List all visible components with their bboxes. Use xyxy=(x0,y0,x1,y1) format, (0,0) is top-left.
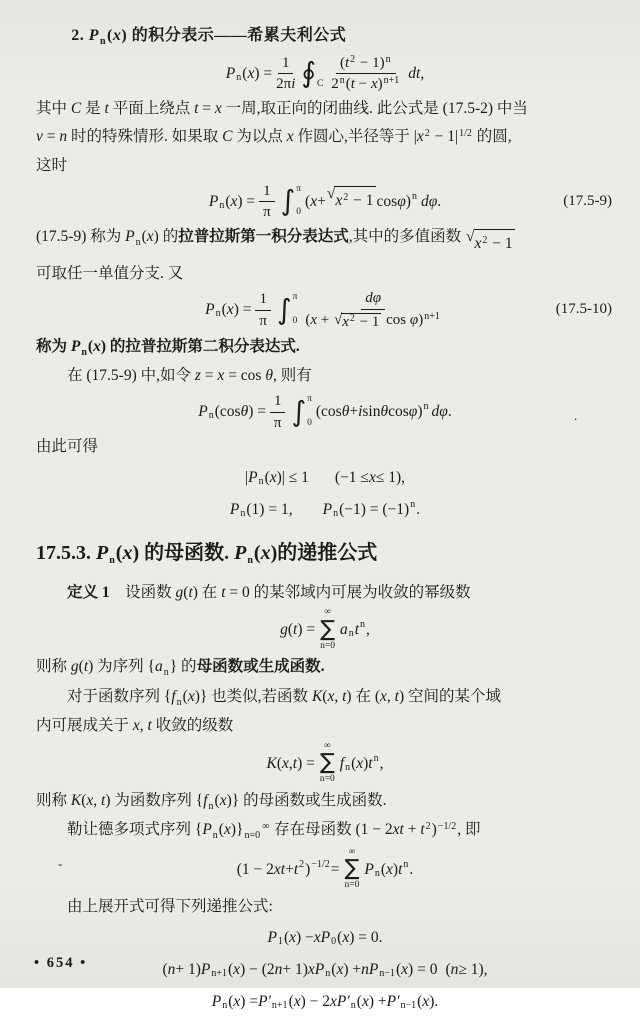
paragraph: 内可展成关于 x, t 收敛的级数 xyxy=(36,717,234,735)
subscript: n xyxy=(208,409,214,421)
superscript: −1/2 xyxy=(311,858,330,870)
superscript: 2 xyxy=(424,127,430,139)
subscript: n xyxy=(236,71,242,83)
subscript: n xyxy=(163,667,169,679)
subscript: n=0 xyxy=(244,830,261,842)
superscript: n xyxy=(403,858,409,870)
section-2-heading: 2. $P_n(x)$ 的积分表示——希累夫利公式 xyxy=(71,27,347,47)
square-root: √ $x^2 - 1$ xyxy=(327,186,376,217)
subscript: n xyxy=(333,508,339,520)
superscript: n xyxy=(411,190,417,202)
paragraph: 由此可得 xyxy=(36,438,99,456)
paragraph: 其中 C 是 t 平面上绕点 t = x 一周,取正向的闭曲线. 此公式是 (17.5-2) 中当 xyxy=(36,100,528,118)
legendre-generating-function-formula: (1 − 2 xt + t 2 ) −1/2 = ∞ ∑ n=0 P n ( x ) t n . xyxy=(236,846,414,891)
paragraph: 则称 g(t) 为序列 $\{a_n\}$ 的母函数或生成函数. xyxy=(36,658,325,679)
scan-artifact: - xyxy=(58,856,63,871)
subscript: n xyxy=(345,761,351,773)
subscript: n xyxy=(208,800,214,812)
superscript: 2 xyxy=(299,858,305,870)
superscript: n xyxy=(385,53,391,65)
integral-icon: ∫ xyxy=(291,394,307,428)
schlafli-formula: P n ( x ) = $\frac{1}{2\pi i}$ ∮ C $\frac{(t^2 - 1)^n}{2^n(t - x)^{n+1}}$ dt , xyxy=(225,53,425,93)
paragraph: ν = n 时的特殊情形. 如果取 C 为以点 x 作圆心,半径等于 $|x^2 - 1|^{1/2}$ 的圆, xyxy=(36,127,512,145)
superscript: 2 xyxy=(343,192,349,204)
subscript: n xyxy=(219,199,225,211)
radical-icon: √ xyxy=(334,311,343,328)
paragraph: 由上展开式可得下列递推公式: xyxy=(67,897,273,915)
superscript: −1/2 xyxy=(437,821,457,833)
square-root: √ $x^2 - 1$ xyxy=(466,229,515,260)
sigma-icon: ∑ xyxy=(319,750,335,776)
contour-integral-icon: ∮ xyxy=(301,56,316,90)
superscript: n+1 xyxy=(383,75,400,87)
subscript: n xyxy=(222,999,228,1011)
superscript: 2 xyxy=(349,312,355,324)
equation-tag: (17.5-10) xyxy=(555,301,612,318)
subscript: n−1 xyxy=(379,967,395,979)
subscript: n xyxy=(247,554,253,566)
subscript: n xyxy=(374,867,380,879)
paragraph: (17.5-9) 称为 $P_n(x)$ 的拉普拉斯第一积分表达式,其中的多值函数 √ $x^2 - 1$ xyxy=(36,223,614,260)
subscript: n xyxy=(81,346,87,358)
definition-1: 定义 1 设函数 g(t) 在 t = 0 的某邻域内可展为收敛的幂级数 xyxy=(67,583,471,601)
paragraph: 在 (17.5-9) 中,如令 z = x = cos θ, 则有 xyxy=(67,367,312,385)
page-number: • 654 • xyxy=(34,955,88,971)
subscript: n xyxy=(135,237,141,249)
paragraph: 勒让德多项式序列 $\{P_n(x)\}_{n=0}^\infty$ 存在母函数 $(1 - 2xt + t^2)^{-1/2}$, 即 xyxy=(67,821,481,842)
superscript: n+1 xyxy=(424,310,440,322)
superscript: n xyxy=(360,619,366,631)
subscript: n+1 xyxy=(271,999,288,1011)
section-17-5-3-heading: 17.5.3. $P_n(x)$ 的母函数. $P_n(x)$的递推公式 xyxy=(36,541,378,566)
radical-icon: √ xyxy=(465,228,475,246)
fraction: $\frac{1}{\pi}$ xyxy=(259,182,275,222)
subscript: n+1 xyxy=(211,967,227,979)
laplace-second-integral-formula: P n ( x ) = $\frac{1}{\pi}$ ∫ π 0 dφ (x + √ $x^2 - 1$ cos φ)$^{n+1}$ (17.5-10) xyxy=(205,290,612,330)
subscript: 1 xyxy=(277,935,283,947)
square-root: √ $x^2 - 1$ xyxy=(334,311,380,330)
fraction: $\frac{1}{\pi}$ xyxy=(255,290,271,330)
subscript: n−1 xyxy=(400,999,417,1011)
paragraph: 可取任一单值分支. 又 xyxy=(36,264,184,282)
subscript: n xyxy=(240,508,246,520)
kernel-series-formula: K ( x , t ) = ∞ ∑ n=0 f n ( x ) t n , xyxy=(266,740,384,785)
superscript: n xyxy=(373,752,379,764)
integral-icon: ∫ xyxy=(280,184,296,218)
radical-icon: √ xyxy=(326,185,336,203)
subscript: n xyxy=(350,999,356,1011)
subscript: n xyxy=(212,830,218,842)
subscript: n xyxy=(215,308,221,320)
fraction: $\frac{(t^2 - 1)^n}{2^n(t - x)^{n+1}}$ xyxy=(331,53,400,93)
paragraph: 称为 $P_n(x)$ 的拉普拉斯第二积分表达式. xyxy=(36,337,300,358)
superscript: n xyxy=(410,499,416,511)
equation-tag: (17.5-9) xyxy=(563,192,612,209)
superscript: n xyxy=(339,75,345,87)
subscript: n xyxy=(109,554,115,566)
subscript: n xyxy=(325,967,331,979)
summation: ∞ ∑ n=0 xyxy=(319,740,335,785)
subscript: n xyxy=(99,36,107,47)
recurrence-formula-3: P n ( x ) = P′ n+1 ( x ) − 2 xP′ n ( x ) + P′ n−1 ( x ). xyxy=(36,986,614,1016)
subscript: 0 xyxy=(331,935,337,947)
fraction: $\frac{1}{\pi}$ xyxy=(270,392,286,432)
laplace-first-integral-formula: P n ( x ) = $\frac{1}{\pi}$ ∫ π 0 ( x + √ $x^2 - 1$ cos φ ) n dφ . (17.5-9) xyxy=(208,182,612,221)
fraction: $\frac{1}{2\pi i}$ xyxy=(276,54,296,93)
superscript: 2 xyxy=(482,235,488,247)
superscript: 2 xyxy=(425,821,431,833)
fraction: dφ (x + √ $x^2 - 1$ cos φ)$^{n+1}$ xyxy=(305,290,440,330)
subscript: n xyxy=(348,628,354,640)
superscript: n xyxy=(423,400,429,412)
summation: ∞ ∑ n=0 xyxy=(320,607,335,651)
paragraph: 则称 K(x, t) 为函数序列 $\{f_n(x)\}$ 的母函数或生成函数. xyxy=(36,791,387,812)
endpoint-values-formula: P n (1) = 1, P n (−1) = (−1) n . xyxy=(36,495,614,525)
summation: ∞ ∑ n=0 xyxy=(344,846,360,891)
recurrence-formula-1: P 1 ( x ) − xP 0 ( x ) = 0. xyxy=(36,922,614,952)
integral-icon: ∫ xyxy=(276,292,292,326)
paragraph: 这时 xyxy=(36,157,68,175)
sigma-icon: ∑ xyxy=(320,616,335,642)
superscript: 2 xyxy=(350,53,356,65)
scan-artifact: . xyxy=(574,408,578,423)
paragraph: 对于函数序列 $\{f_n(x)\}$ 也类似,若函数 K(x, t) 在 (x, t) 空间的某个域 xyxy=(67,687,501,708)
sigma-icon: ∑ xyxy=(344,856,360,882)
generating-series-formula: g ( t ) = ∞ ∑ n=0 a n t n , xyxy=(280,607,370,651)
superscript: ∞ xyxy=(262,821,270,833)
recurrence-formula-2: ( n + 1) P n+1 ( x ) − (2 n + 1) xP n ( x ) + nP n−1 ( x ) = 0 ( n ≥ 1), xyxy=(36,954,614,984)
superscript: 1/2 xyxy=(459,127,472,139)
bound-formula: | P n ( x )| ≤ 1 (−1 ≤ x ≤ 1), xyxy=(36,463,614,493)
subscript: n xyxy=(258,476,264,488)
cos-theta-integral-formula: P n (cos θ ) = $\frac{1}{\pi}$ ∫ π 0 (cos θ + i sin θ cos φ ) n dφ . xyxy=(198,392,452,431)
subscript: n xyxy=(176,696,182,708)
